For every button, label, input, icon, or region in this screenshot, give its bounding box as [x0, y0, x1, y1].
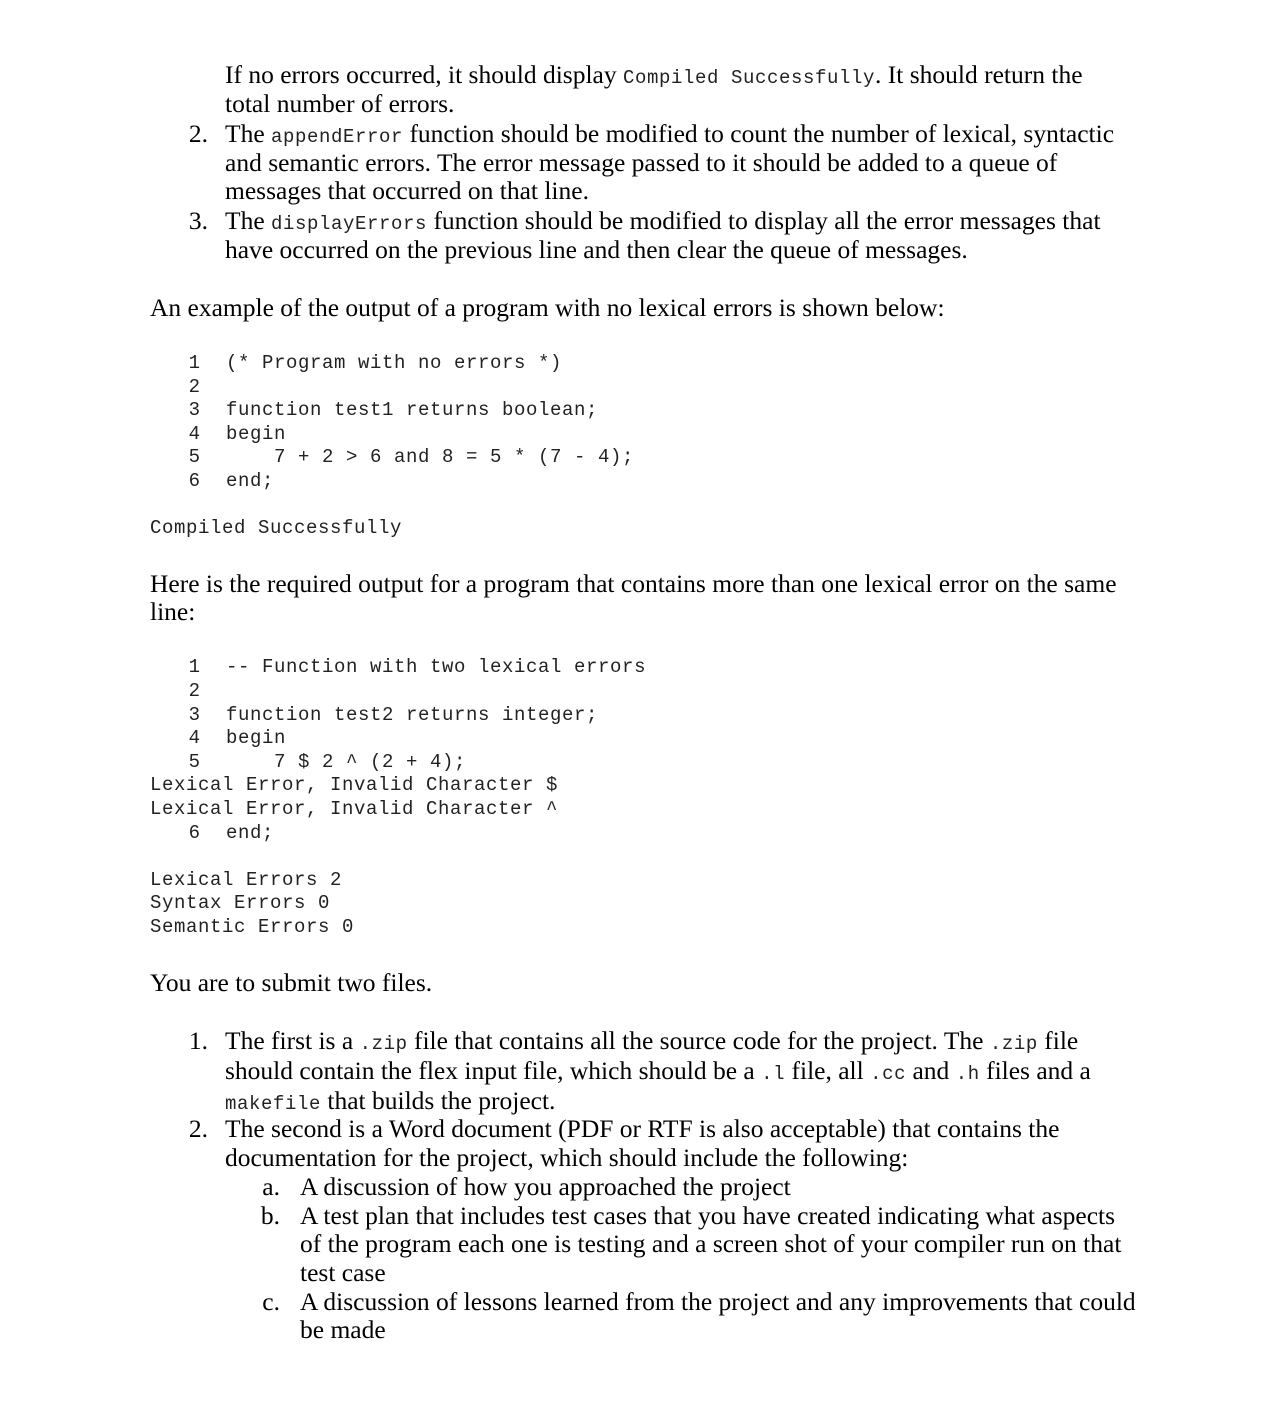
item2-line3: messages that occurred on that line. [225, 176, 589, 205]
item3-line2: have occurred on the previous line and then clear the queue of messages. [225, 235, 968, 264]
submit-item1-text: that builds the project. [321, 1086, 556, 1115]
example2-error-line: Lexical Error, Invalid Character $ [150, 774, 559, 796]
submit-item1-text: file, all [785, 1056, 871, 1085]
example1-code-line: function test1 returns boolean; [226, 399, 599, 421]
example1-result: Compiled Successfully [150, 517, 403, 539]
example2-line-number: 6 [188, 822, 200, 844]
submit-item1-number: 1. [188, 1026, 208, 1055]
item1-cont-text-b: . It should return the [875, 60, 1083, 89]
submit-intro: You are to submit two files. [150, 968, 433, 997]
subitem-b-line3: test case [300, 1258, 386, 1287]
submit-item1-text: file [1037, 1026, 1079, 1055]
item2-line2: and semantic errors. The error message passed to it should be added to a queue of [225, 148, 1058, 177]
example2-error-line: Lexical Error, Invalid Character ^ [150, 798, 559, 820]
example2-line-number: 3 [188, 704, 200, 726]
item1-cont-line1 [225, 60, 1083, 90]
summary-line: Lexical Errors 2 [150, 869, 343, 891]
item3-text-b: function should be modified to display all the error messages that [427, 206, 1101, 235]
submit-item1-line1 [225, 1026, 1078, 1056]
example1-code-line: end; [226, 470, 275, 492]
example2-code-line: function test2 returns integer; [226, 704, 599, 726]
subitem-b-label: b. [260, 1201, 280, 1230]
example1-code-line: 7 + 2 > 6 and 8 = 5 * (7 - 4); [226, 446, 635, 468]
example2-line-number: 2 [188, 680, 200, 702]
item3-text-a: The [225, 206, 272, 235]
submit-item1-text: and [906, 1056, 956, 1085]
example2-line-number: 1 [188, 656, 200, 678]
subitem-a-label: a. [262, 1172, 280, 1201]
zip-code: .zip [359, 1033, 408, 1055]
subitem-a-line1: A discussion of how you approached the project [300, 1172, 791, 1201]
summary-line: Syntax Errors 0 [150, 892, 331, 914]
submit-item1-line3 [225, 1086, 555, 1116]
l-ext-code: .l [761, 1063, 786, 1085]
example1-line-number: 5 [188, 446, 200, 468]
example2-intro-line2: line: [150, 597, 196, 626]
example2-code-line: begin [226, 727, 287, 749]
item3-code: displayErrors [271, 213, 428, 235]
subitem-c-label: c. [262, 1287, 280, 1316]
item3-number: 3. [188, 206, 208, 235]
makefile-code: makefile [225, 1093, 322, 1115]
example1-code-line: (* Program with no errors *) [226, 352, 563, 374]
subitem-c-line2: be made [300, 1315, 386, 1344]
example1-line-number: 4 [188, 423, 200, 445]
example1-line-number: 3 [188, 399, 200, 421]
cc-ext-code: .cc [870, 1063, 907, 1085]
example1-line-number: 6 [188, 470, 200, 492]
subitem-b-line1: A test plan that includes test cases that you have created indicating what aspects [300, 1201, 1116, 1230]
submit-item1-text: file that contains all the source code for the project. The [407, 1026, 990, 1055]
example1-line-number: 1 [188, 352, 200, 374]
example2-code-line: end; [226, 822, 275, 844]
item2-code: appendError [271, 126, 404, 148]
example2-line-number: 5 [188, 751, 200, 773]
submit-item2-line1: The second is a Word document (PDF or RTF is also acceptable) that contains the [225, 1114, 1060, 1143]
example2-line-number: 4 [188, 727, 200, 749]
zip-code: .zip [989, 1033, 1038, 1055]
item2-line1 [225, 119, 1114, 149]
submit-item2-line2: documentation for the project, which should include the following: [225, 1143, 909, 1172]
submit-item1-line2 [225, 1056, 1091, 1086]
submit-item1-text: should contain the flex input file, which should be a [225, 1056, 762, 1085]
example1-code-line: begin [226, 423, 287, 445]
summary-line: Semantic Errors 0 [150, 916, 355, 938]
item1-cont-text-a: If no errors occurred, it should display [225, 60, 623, 89]
item2-number: 2. [188, 119, 208, 148]
submit-item1-text: files and a [979, 1056, 1091, 1085]
example1-intro: An example of the output of a program with no lexical errors is shown below: [150, 293, 945, 322]
item2-text-a: The [225, 119, 272, 148]
h-ext-code: .h [955, 1063, 980, 1085]
item2-text-b: function should be modified to count the number of lexical, syntactic [403, 119, 1115, 148]
example2-code-line: 7 $ 2 ^ (2 + 4); [226, 751, 467, 773]
subitem-b-line2: of the program each one is testing and a screen shot of your compiler run on that [300, 1229, 1122, 1258]
item1-cont-line2: total number of errors. [225, 89, 455, 118]
example2-intro-line1: Here is the required output for a program that contains more than one lexical error on the same [150, 569, 1117, 598]
item3-line1 [225, 206, 1101, 236]
submit-item2-number: 2. [188, 1114, 208, 1143]
submit-item1-text: The first is a [225, 1026, 360, 1055]
example2-code-line: -- Function with two lexical errors [226, 656, 647, 678]
example1-line-number: 2 [188, 376, 200, 398]
subitem-c-line1: A discussion of lessons learned from the project and any improvements that could [300, 1287, 1136, 1316]
item1-cont-code: Compiled Successfully [622, 67, 876, 89]
